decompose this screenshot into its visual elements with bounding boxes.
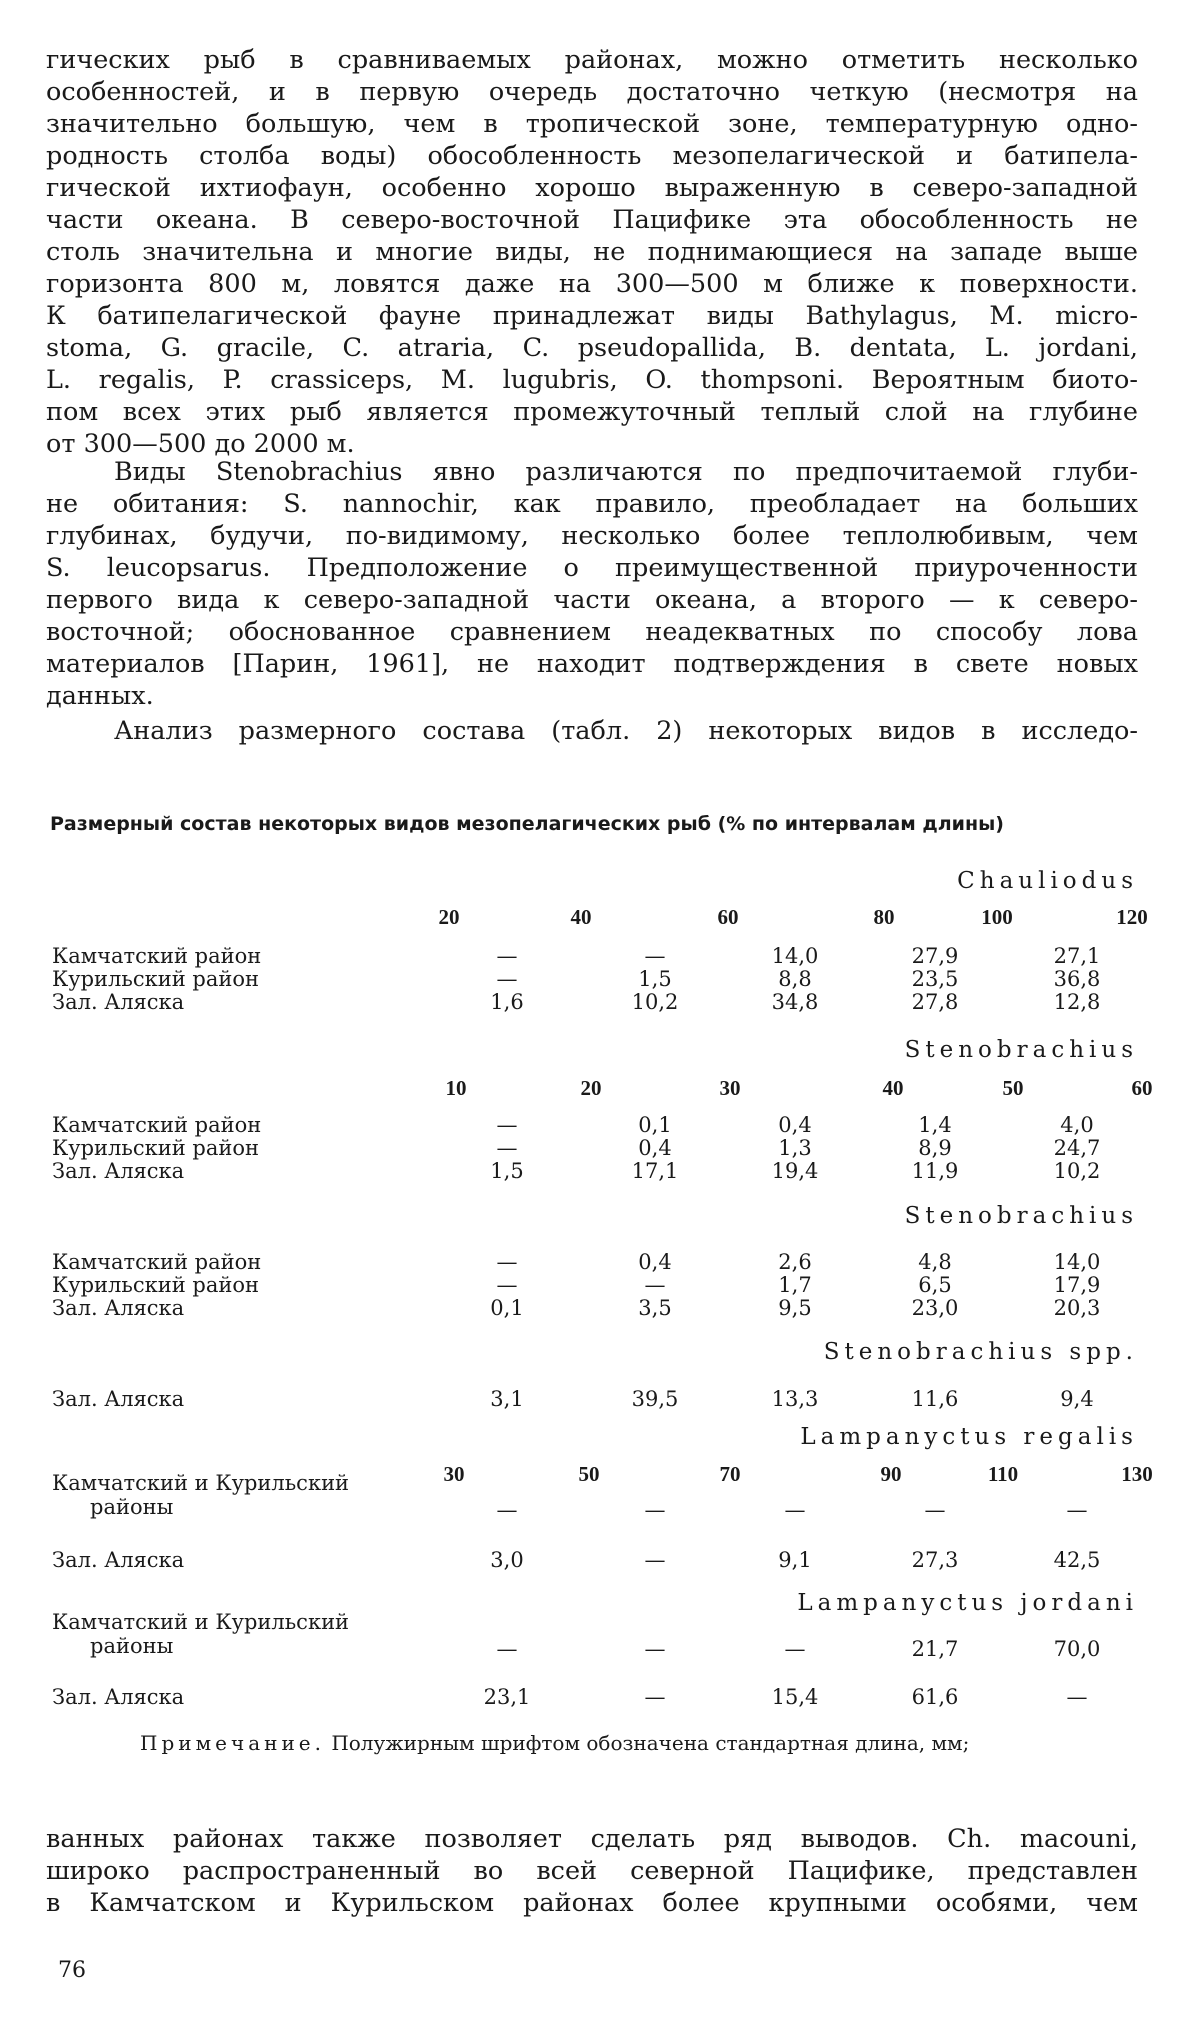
length-interval-header: 10 xyxy=(445,1076,467,1100)
table-cell: 0,4 xyxy=(638,1250,672,1274)
genus-heading: Stenobrachius spp. xyxy=(823,1339,1138,1365)
table-cell: 1,6 xyxy=(490,990,524,1014)
text-line: Анализ размерного состава (табл. 2) некоторых видов в исследо- xyxy=(114,716,1138,746)
length-interval-header: 120 xyxy=(1116,905,1148,929)
table-cell: 36,8 xyxy=(1053,967,1101,991)
table-caption: Размерный состав некоторых видов мезопелагических рыб (% по интервалам длины) xyxy=(50,813,1004,835)
table-cell: 3,5 xyxy=(638,1296,672,1320)
table-cell: 14,0 xyxy=(1053,1250,1101,1274)
region-label: Камчатский район xyxy=(52,1113,262,1137)
table-cell: 1,4 xyxy=(918,1113,952,1137)
paragraph-3 xyxy=(46,715,1138,747)
length-interval-header: 30 xyxy=(443,1462,465,1486)
table-cell: 1,5 xyxy=(490,1159,524,1183)
text-line: S. leucopsarus. Предположение о преимущественной приуроченности xyxy=(46,553,1138,583)
length-interval-header: 60 xyxy=(1131,1076,1153,1100)
text-line: глубинах, будучи, по-видимому, несколько более теплолюбивым, чем xyxy=(46,521,1138,551)
text-line: в Камчатском и Курильском районах более крупными особями, чем xyxy=(46,1888,1138,1918)
table-cell: 24,7 xyxy=(1053,1136,1101,1160)
genus-heading: Stenobrachius xyxy=(904,1037,1138,1063)
text-line: первого вида к северо-западной части океана, а второго — к северо- xyxy=(46,585,1138,615)
region-label: Камчатский и Курильский районы xyxy=(52,1610,350,1658)
table-cell: — xyxy=(496,1498,518,1522)
text-line: материалов [Парин, 1961], не находит подтверждения в свете новых xyxy=(46,649,1138,679)
genus-heading: Chauliodus xyxy=(957,868,1138,894)
table-cell: — xyxy=(644,1498,666,1522)
table-cell: 0,1 xyxy=(490,1296,524,1320)
length-interval-header: 90 xyxy=(880,1462,902,1486)
table-cell: — xyxy=(496,1637,518,1661)
table-cell: — xyxy=(496,944,518,968)
table-cell: 42,5 xyxy=(1053,1548,1101,1572)
region-label: Курильский район xyxy=(52,1273,259,1297)
table-cell: — xyxy=(644,1637,666,1661)
length-interval-header: 50 xyxy=(1002,1076,1024,1100)
table-cell: 1,5 xyxy=(638,967,672,991)
length-interval-header: 60 xyxy=(717,905,739,929)
table-cell: 11,6 xyxy=(911,1387,959,1411)
text-line: горизонта 800 м, ловятся даже на 300—500 м ближе к поверхности. xyxy=(46,269,1138,299)
table-cell: — xyxy=(496,1113,518,1137)
length-interval-header: 20 xyxy=(438,905,460,929)
table-cell: 17,1 xyxy=(631,1159,679,1183)
text-line: части океана. В северо-восточной Пацифике эта обособленность не xyxy=(46,205,1138,235)
table-cell: — xyxy=(644,1685,666,1709)
table-cell: 9,4 xyxy=(1060,1387,1094,1411)
table-cell: 1,3 xyxy=(778,1136,812,1160)
region-label: Зал. Аляска xyxy=(52,990,185,1014)
table-cell: 10,2 xyxy=(631,990,679,1014)
table-cell: 27,9 xyxy=(911,944,959,968)
table-cell: — xyxy=(496,1250,518,1274)
table-cell: 61,6 xyxy=(911,1685,959,1709)
table-cell: 3,0 xyxy=(490,1548,524,1572)
table-cell: — xyxy=(644,1273,666,1297)
table-cell: — xyxy=(784,1498,806,1522)
table-cell: 14,0 xyxy=(771,944,819,968)
table-cell: 4,8 xyxy=(918,1250,952,1274)
table-cell: 8,8 xyxy=(778,967,812,991)
length-interval-header: 110 xyxy=(987,1462,1019,1486)
table-cell: 9,5 xyxy=(778,1296,812,1320)
text-line: восточной; обоснованное сравнением неадекватных по способу лова xyxy=(46,617,1138,647)
table-cell: 34,8 xyxy=(771,990,819,1014)
text-line: родность столба воды) обособленность мезопелагической и батипела- xyxy=(46,141,1138,171)
table-cell: 23,5 xyxy=(911,967,959,991)
table-cell: 39,5 xyxy=(631,1387,679,1411)
table-cell: 10,2 xyxy=(1053,1159,1101,1183)
table-cell: 19,4 xyxy=(771,1159,819,1183)
note-label: Примечание. xyxy=(140,1731,325,1755)
table-cell: 4,0 xyxy=(1060,1113,1094,1137)
table-cell: 27,3 xyxy=(911,1548,959,1572)
table-cell: — xyxy=(924,1498,946,1522)
text-line: широко распространенный во всей северной Пацифике, представлен xyxy=(46,1856,1138,1886)
region-label: Камчатский и Курильский районы xyxy=(52,1471,350,1519)
text-line: гических рыб в сравниваемых районах, можно отметить несколько xyxy=(46,45,1138,75)
length-interval-header: 40 xyxy=(882,1076,904,1100)
table-cell: — xyxy=(644,1548,666,1572)
table-cell: 15,4 xyxy=(771,1685,819,1709)
length-interval-header: 30 xyxy=(719,1076,741,1100)
table-note xyxy=(140,1731,969,1755)
paragraph-2 xyxy=(46,456,1138,712)
table-cell: 23,0 xyxy=(911,1296,959,1320)
table-cell: 3,1 xyxy=(490,1387,524,1411)
genus-heading: Lampanyctus jordani xyxy=(797,1590,1138,1616)
table-cell: 13,3 xyxy=(771,1387,819,1411)
genus-heading: Stenobrachius xyxy=(904,1203,1138,1229)
table-cell: — xyxy=(644,944,666,968)
text-line: гической ихтиофаун, особенно хорошо выраженную в северо-западной xyxy=(46,173,1138,203)
table-cell: — xyxy=(784,1637,806,1661)
table-cell: 1,7 xyxy=(778,1273,812,1297)
table-cell: 8,9 xyxy=(918,1136,952,1160)
table-cell: 12,8 xyxy=(1053,990,1101,1014)
paragraph-4 xyxy=(46,1823,1138,1919)
region-label: Курильский район xyxy=(52,1136,259,1160)
text-line: ванных районах также позволяет сделать ряд выводов. Ch. macouni, xyxy=(46,1824,1138,1854)
table-cell: — xyxy=(496,1273,518,1297)
table-cell: — xyxy=(496,967,518,991)
text-line: особенностей, и в первую очередь достаточно четкую (несмотря на xyxy=(46,77,1138,107)
table-cell: 11,9 xyxy=(911,1159,959,1183)
length-interval-header: 20 xyxy=(580,1076,602,1100)
text-line: пом всех этих рыб является промежуточный теплый слой на глубине xyxy=(46,397,1138,427)
table-cell: 27,1 xyxy=(1053,944,1101,968)
genus-heading: Lampanyctus regalis xyxy=(800,1424,1138,1450)
table-cell: 23,1 xyxy=(483,1685,531,1709)
table-cell: 6,5 xyxy=(918,1273,952,1297)
table-cell: 9,1 xyxy=(778,1548,812,1572)
table-cell: 0,4 xyxy=(638,1136,672,1160)
text-line: столь значительна и многие виды, не поднимающиеся на западе выше xyxy=(46,237,1138,267)
length-interval-header: 70 xyxy=(719,1462,741,1486)
length-interval-header: 130 xyxy=(1121,1462,1153,1486)
region-label: Зал. Аляска xyxy=(52,1685,185,1709)
region-label: Камчатский район xyxy=(52,1250,262,1274)
text-line: Виды Stenobrachius явно различаются по предпочитаемой глуби- xyxy=(114,457,1138,487)
text-line: К батипелагической фауне принадлежат виды Bathylagus, M. micro- xyxy=(46,301,1138,331)
region-label: Зал. Аляска xyxy=(52,1548,185,1572)
region-label: Зал. Аляска xyxy=(52,1296,185,1320)
length-interval-header: 100 xyxy=(981,905,1013,929)
region-label: Зал. Аляска xyxy=(52,1159,185,1183)
length-interval-header: 40 xyxy=(570,905,592,929)
text-line: данных. xyxy=(46,681,154,711)
table-cell: — xyxy=(1066,1685,1088,1709)
length-interval-header: 80 xyxy=(873,905,895,929)
length-interval-header: 50 xyxy=(578,1462,600,1486)
text-line: не обитания: S. nannochir, как правило, преобладает на больших xyxy=(46,489,1138,519)
table-cell: 17,9 xyxy=(1053,1273,1101,1297)
table-cell: — xyxy=(1066,1498,1088,1522)
region-label: Курильский район xyxy=(52,967,259,991)
table-cell: — xyxy=(496,1136,518,1160)
text-line: L. regalis, P. crassiceps, M. lugubris, O. thompsoni. Вероятным биото- xyxy=(46,365,1138,395)
table-cell: 70,0 xyxy=(1053,1637,1101,1661)
region-label: Зал. Аляска xyxy=(52,1387,185,1411)
text-line: от 300—500 до 2000 м. xyxy=(46,429,355,459)
page-number: 76 xyxy=(58,1958,86,1983)
paragraph-1 xyxy=(46,44,1138,460)
text-line: stoma, G. gracile, C. atraria, C. pseudopallida, B. dentata, L. jordani, xyxy=(46,333,1138,363)
table-cell: 0,4 xyxy=(778,1113,812,1137)
text-line: значительно большую, чем в тропической зоне, температурную одно- xyxy=(46,109,1138,139)
region-label: Камчатский район xyxy=(52,944,262,968)
table-cell: 2,6 xyxy=(778,1250,812,1274)
table-cell: 27,8 xyxy=(911,990,959,1014)
table-cell: 20,3 xyxy=(1053,1296,1101,1320)
note-text: Полужирным шрифтом обозначена стандартная длина, мм; xyxy=(324,1731,970,1755)
table-cell: 21,7 xyxy=(911,1637,959,1661)
table-cell: 0,1 xyxy=(638,1113,672,1137)
